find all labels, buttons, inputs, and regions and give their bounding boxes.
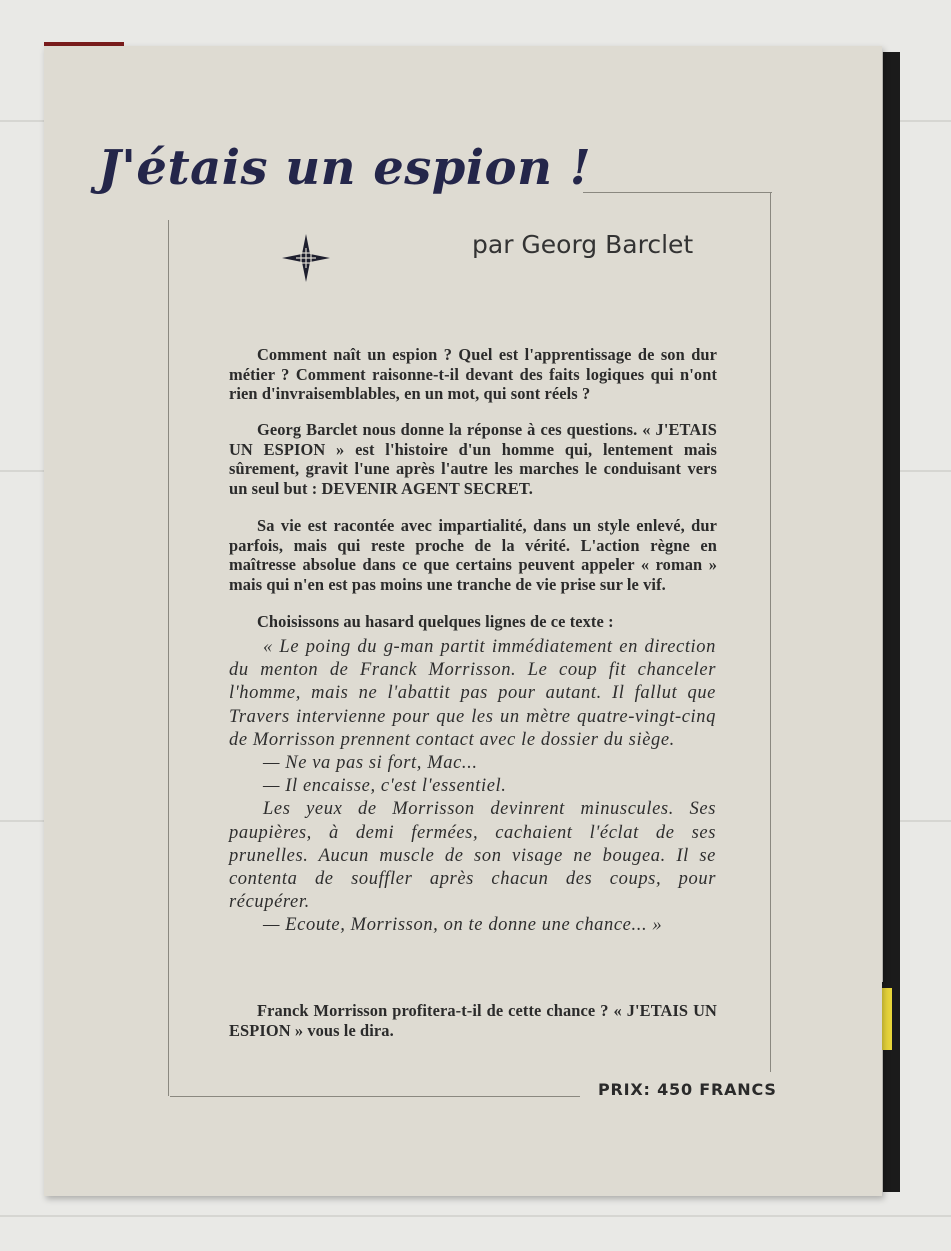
wall-plank-line bbox=[0, 1215, 951, 1217]
blurb-paragraph-2 bbox=[229, 420, 717, 499]
quote-dialogue: — Il encaisse, c'est l'essentiel. bbox=[263, 776, 507, 797]
blurb-text: Comment naît un espion ? Quel est l'apprentissage de son dur métier ? Comment raisonne-t-il devant des faits logiques qui n'ont rien d'invraisemblables, en un mot, qui sont réels ? bbox=[229, 345, 717, 404]
blurb-text: Sa vie est racontée avec impartialité, dans un style enlevé, dur parfois, mais qui reste proche de la vérité. L'action règne en maîtresse absolue dans ce que certains peuvent appeler « roman » mais qui n'en est pas moins une tranche de vie prise sur le vif. bbox=[229, 516, 717, 595]
author-line: par Georg Barclet bbox=[472, 230, 694, 259]
quote-dialogue: — Ne va pas si fort, Mac... bbox=[263, 753, 478, 774]
blurb-paragraph-1 bbox=[229, 345, 717, 404]
excerpt-quote bbox=[229, 636, 716, 938]
frame-line-left bbox=[168, 220, 170, 1096]
quote-dialogue: — Ecoute, Morrisson, on te donne une chance... » bbox=[263, 915, 663, 936]
quote-paragraph: « Le poing du g-man partit immédiatement en direction du menton de Franck Morrisson. Le coup fit chanceler l'homme, mais ne l'abattit pas pour autant. Il fallut que Travers intervienne pour que les un mètre quatre-vingt-cinq de Morrisson prennent contact avec le dossier du siège. bbox=[229, 637, 716, 750]
frame-line-right bbox=[770, 192, 772, 1072]
closing-paragraph bbox=[229, 1001, 717, 1040]
blurb-text: Choisissons au hasard quelques lignes de ce texte : bbox=[257, 612, 614, 631]
book-title: J'étais un espion ! bbox=[98, 140, 592, 196]
quote-paragraph: Les yeux de Morrisson devinrent minuscules. Ses paupières, à demi fermées, cachaient l'éclat de ses prunelles. Aucun muscle de son visage ne bougea. Il se contenta de souffler après chacun des coups, pour récupérer. bbox=[229, 799, 716, 913]
price-label: PRIX: 450 FRANCS bbox=[598, 1080, 777, 1099]
blurb-text: Georg Barclet nous donne la réponse à ces questions. « J'ETAIS UN ESPION » est l'histoire d'un homme qui, lentement mais sûrement, gravit l'une après l'autre les marches le conduisant vers un seul but : DEVENIR AGENT SECRET. bbox=[229, 420, 717, 499]
blurb-paragraph-4 bbox=[229, 612, 717, 632]
closing-text: Franck Morrisson profitera-t-il de cette chance ? « J'ETAIS UN ESPION » vous le dira. bbox=[229, 1001, 717, 1040]
frame-line-bottom bbox=[170, 1096, 580, 1098]
compass-star-icon bbox=[282, 234, 330, 282]
blurb-paragraph-3 bbox=[229, 516, 717, 595]
